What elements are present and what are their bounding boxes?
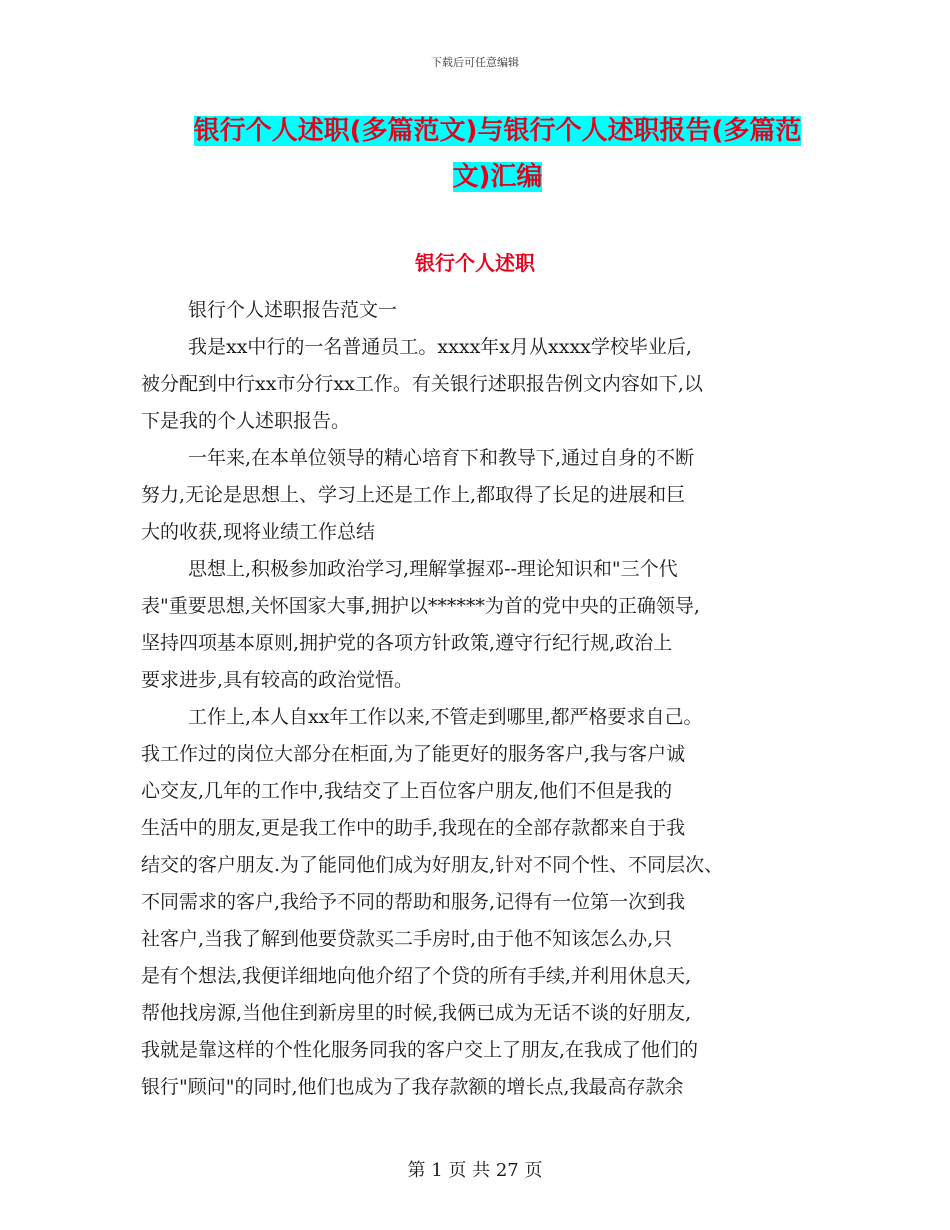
body-line: 心交友,几年的工作中,我结交了上百位客户朋友,他们不但是我的	[141, 780, 673, 802]
body-line: 下是我的个人述职报告。	[141, 410, 351, 432]
body-line: 坚持四项基本原则,拥护党的各项方针政策,遵守行纪行规,政治上	[141, 632, 673, 654]
body-line: 结交的客户朋友.为了能同他们成为好朋友,针对不同个性、不同层次、	[141, 854, 724, 876]
body-line: 是有个想法,我便详细地向他介绍了个贷的所有手续,并利用休息天,	[141, 965, 692, 987]
body-line: 我就是靠这样的个性化服务同我的客户交上了朋友,在我成了他们的	[141, 1039, 699, 1061]
body-line: 被分配到中行xx市分行xx工作。有关银行述职报告例文内容如下,以	[141, 373, 703, 395]
body-line: 一年来,在本单位领导的精心培育下和教导下,通过自身的不断	[188, 447, 695, 469]
body-line: 努力,无论是思想上、学习上还是工作上,都取得了长足的进展和巨	[141, 484, 686, 506]
header-note: 下载后可任意编辑	[431, 56, 519, 69]
document-title	[185, 108, 810, 200]
section-title: 银行个人述职	[415, 251, 535, 275]
body-line: 银行个人述职报告范文一	[188, 299, 398, 321]
body-line: 我是xx中行的一名普通员工。xxxx年x月从xxxx学校毕业后,	[188, 336, 692, 358]
document-title-line-2: 文)汇编	[452, 162, 543, 192]
body-line: 表"重要思想,关怀国家大事,拥护以******为首的党中央的正确领导,	[141, 595, 700, 617]
body-line: 我工作过的岗位大部分在柜面,为了能更好的服务客户,我与客户诚	[141, 743, 686, 765]
body-line: 银行"顾问"的同时,他们也成为了我存款额的增长点,我最高存款余	[141, 1076, 684, 1098]
body-line: 要求进步,具有较高的政治觉悟。	[141, 669, 414, 691]
body-line: 思想上,积极参加政治学习,理解掌握邓--理论知识和"三个代	[188, 558, 678, 580]
body-line: 帮他找房源,当他住到新房里的时候,我俩已成为无话不谈的好朋友,	[141, 1002, 692, 1024]
document-title-line-1: 银行个人述职(多篇范文)与银行个人述职报告(多篇范	[193, 116, 802, 146]
body-line: 工作上,本人自xx年工作以来,不管走到哪里,都严格要求自己。	[188, 706, 703, 728]
body-line: 生活中的朋友,更是我工作中的助手,我现在的全部存款都来自于我	[141, 817, 686, 839]
body-line: 社客户,当我了解到他要贷款买二手房时,由于他不知该怎么办,只	[141, 928, 673, 950]
page-footer: 第 1 页 共 27 页	[407, 1160, 543, 1181]
body-line: 大的收获,现将业绩工作总结	[141, 521, 376, 543]
body-line: 不同需求的客户,我给予不同的帮助和服务,记得有一位第一次到我	[141, 891, 686, 913]
